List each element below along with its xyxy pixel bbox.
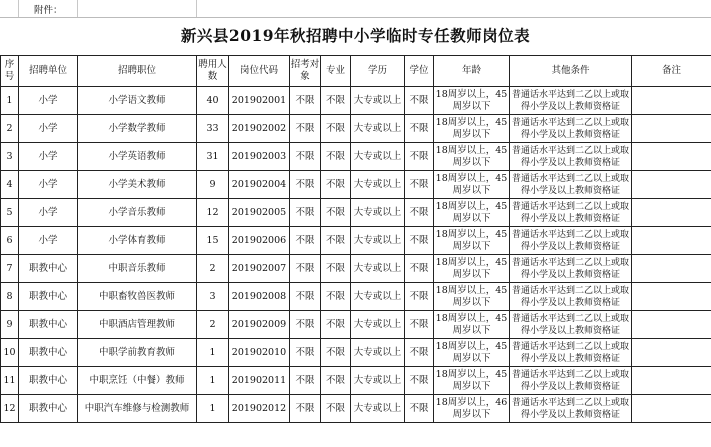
cell-major: 不限 [321,87,351,115]
cell-education: 大专或以上 [351,339,405,367]
cell-remark [632,87,711,115]
cell-degree: 不限 [405,311,434,339]
cell-other: 普通话水平达到二乙以上或取得小学及以上教师资格证 [510,339,632,367]
cell-other: 普通话水平达到二乙以上或取得小学及以上教师资格证 [510,87,632,115]
cell-other: 普通话水平达到二乙以上或取得小学及以上教师资格证 [510,227,632,255]
cell-other: 普通话水平达到二乙以上或取得小学及以上教师资格证 [510,199,632,227]
cell-major: 不限 [321,339,351,367]
cell-seq: 1 [1,87,19,115]
cell-unit: 职教中心 [19,339,78,367]
cell-unit: 职教中心 [19,395,78,423]
cell-major: 不限 [321,143,351,171]
cell-major: 不限 [321,283,351,311]
table-row [1,143,711,171]
cell-position: 中职音乐教师 [78,255,197,283]
header-education: 学历 [351,56,405,87]
gridline [18,0,19,18]
table-row [1,115,711,143]
header-degree: 学位 [405,56,434,87]
cell-unit: 小学 [19,171,78,199]
cell-position: 中职酒店管理教师 [78,311,197,339]
cell-code: 201902001 [229,87,290,115]
gridline [77,0,78,18]
cell-target: 不限 [290,87,321,115]
cell-remark [632,311,711,339]
cell-unit: 职教中心 [19,311,78,339]
cell-other: 普通话水平达到二乙以上或取得小学及以上教师资格证 [510,311,632,339]
cell-code: 201902007 [229,255,290,283]
cell-age: 18周岁以上，45周岁以下 [434,311,510,339]
cell-target: 不限 [290,339,321,367]
cell-position: 小学音乐教师 [78,199,197,227]
cell-target: 不限 [290,199,321,227]
cell-unit: 小学 [19,115,78,143]
cell-education: 大专或以上 [351,367,405,395]
cell-target: 不限 [290,115,321,143]
cell-remark [632,367,711,395]
cell-code: 201902006 [229,227,290,255]
cell-education: 大专或以上 [351,283,405,311]
cell-major: 不限 [321,115,351,143]
cell-count: 15 [197,227,229,255]
cell-age: 18周岁以上，46周岁以下 [434,395,510,423]
cell-count: 9 [197,171,229,199]
cell-count: 1 [197,339,229,367]
cell-target: 不限 [290,227,321,255]
cell-count: 12 [197,199,229,227]
cell-degree: 不限 [405,395,434,423]
cell-target: 不限 [290,395,321,423]
cell-position: 小学语文教师 [78,87,197,115]
cell-age: 18周岁以上，45周岁以下 [434,143,510,171]
cell-unit: 小学 [19,87,78,115]
cell-count: 31 [197,143,229,171]
cell-count: 1 [197,367,229,395]
cell-position: 小学体育教师 [78,227,197,255]
header-count: 聘用人数 [197,56,229,87]
cell-unit: 小学 [19,143,78,171]
cell-age: 18周岁以上，45周岁以下 [434,255,510,283]
cell-count: 40 [197,87,229,115]
cell-position: 小学美术教师 [78,171,197,199]
cell-degree: 不限 [405,143,434,171]
table-row [1,283,711,311]
gridline [196,0,197,18]
table-row [1,227,711,255]
cell-age: 18周岁以上，45周岁以下 [434,339,510,367]
page-title: 新兴县2019年秋招聘中小学临时专任教师岗位表 [180,26,531,45]
cell-remark [632,199,711,227]
cell-education: 大专或以上 [351,255,405,283]
cell-seq: 5 [1,199,19,227]
cell-target: 不限 [290,143,321,171]
cell-age: 18周岁以上，45周岁以下 [434,87,510,115]
cell-code: 201902004 [229,171,290,199]
cell-major: 不限 [321,395,351,423]
cell-remark [632,283,711,311]
cell-degree: 不限 [405,255,434,283]
cell-age: 18周岁以上，45周岁以下 [434,171,510,199]
header-code: 岗位代码 [229,56,290,87]
table-row [1,311,711,339]
cell-degree: 不限 [405,367,434,395]
header-age: 年龄 [434,56,510,87]
cell-seq: 10 [1,339,19,367]
table-row [1,87,711,115]
cell-major: 不限 [321,367,351,395]
table-row [1,367,711,395]
header-major: 专业 [321,56,351,87]
cell-degree: 不限 [405,199,434,227]
cell-seq: 4 [1,171,19,199]
cell-education: 大专或以上 [351,115,405,143]
cell-major: 不限 [321,199,351,227]
cell-seq: 3 [1,143,19,171]
header-unit: 招聘单位 [19,56,78,87]
cell-remark [632,339,711,367]
cell-education: 大专或以上 [351,227,405,255]
cell-education: 大专或以上 [351,171,405,199]
cell-age: 18周岁以上，45周岁以下 [434,199,510,227]
cell-code: 201902003 [229,143,290,171]
cell-seq: 8 [1,283,19,311]
cell-remark [632,143,711,171]
cell-seq: 2 [1,115,19,143]
cell-seq: 11 [1,367,19,395]
cell-degree: 不限 [405,87,434,115]
cell-remark [632,115,711,143]
cell-code: 201902005 [229,199,290,227]
cell-education: 大专或以上 [351,143,405,171]
table-row [1,255,711,283]
cell-position: 中职汽车维修与检测教师 [78,395,197,423]
cell-position: 小学数学教师 [78,115,197,143]
cell-remark [632,171,711,199]
cell-unit: 职教中心 [19,367,78,395]
cell-position: 中职烹饪（中餐）教师 [78,367,197,395]
cell-seq: 9 [1,311,19,339]
table-row [1,339,711,367]
cell-other: 普通话水平达到二乙以上或取得小学及以上教师资格证 [510,115,632,143]
cell-other: 普通话水平达到二乙以上或取得小学及以上教师资格证 [510,171,632,199]
cell-code: 201902012 [229,395,290,423]
cell-age: 18周岁以上，45周岁以下 [434,227,510,255]
cell-count: 2 [197,255,229,283]
cell-count: 2 [197,311,229,339]
positions-table [0,55,711,423]
cell-education: 大专或以上 [351,311,405,339]
header-target: 招考对象 [290,56,321,87]
cell-education: 大专或以上 [351,395,405,423]
table-row [1,199,711,227]
cell-target: 不限 [290,283,321,311]
cell-unit: 小学 [19,199,78,227]
cell-count: 33 [197,115,229,143]
header-row [1,56,711,87]
cell-count: 1 [197,395,229,423]
cell-other: 普通话水平达到二乙以上或取得小学及以上教师资格证 [510,283,632,311]
cell-seq: 7 [1,255,19,283]
cell-target: 不限 [290,311,321,339]
attachment-label: 附件： [34,5,63,16]
cell-other: 普通话水平达到二乙以上或取得小学及以上教师资格证 [510,143,632,171]
attachment-row [0,0,711,18]
cell-major: 不限 [321,227,351,255]
cell-degree: 不限 [405,227,434,255]
cell-major: 不限 [321,171,351,199]
cell-target: 不限 [290,255,321,283]
cell-seq: 12 [1,395,19,423]
cell-position: 中职学前教育教师 [78,339,197,367]
cell-target: 不限 [290,367,321,395]
cell-degree: 不限 [405,339,434,367]
cell-age: 18周岁以上，45周岁以下 [434,115,510,143]
header-remark: 备注 [632,56,711,87]
cell-major: 不限 [321,311,351,339]
cell-degree: 不限 [405,283,434,311]
cell-education: 大专或以上 [351,87,405,115]
header-other: 其他条件 [510,56,632,87]
cell-remark [632,395,711,423]
cell-code: 201902002 [229,115,290,143]
cell-code: 201902010 [229,339,290,367]
cell-seq: 6 [1,227,19,255]
cell-count: 3 [197,283,229,311]
cell-education: 大专或以上 [351,199,405,227]
cell-other: 普通话水平达到二乙以上或取得小学及以上教师资格证 [510,255,632,283]
cell-age: 18周岁以上，45周岁以下 [434,367,510,395]
cell-position: 中职畜牧兽医教师 [78,283,197,311]
cell-major: 不限 [321,255,351,283]
cell-unit: 小学 [19,227,78,255]
cell-code: 201902011 [229,367,290,395]
header-seq: 序号 [1,56,19,87]
header-position: 招聘职位 [78,56,197,87]
table-row [1,171,711,199]
cell-other: 普通话水平达到二乙以上或取得小学及以上教师资格证 [510,395,632,423]
cell-other: 普通话水平达到二乙以上或取得小学及以上教师资格证 [510,367,632,395]
cell-position: 小学英语教师 [78,143,197,171]
cell-remark [632,227,711,255]
cell-code: 201902008 [229,283,290,311]
table-row [1,395,711,423]
cell-remark [632,255,711,283]
cell-unit: 职教中心 [19,255,78,283]
cell-code: 201902009 [229,311,290,339]
cell-unit: 职教中心 [19,283,78,311]
cell-degree: 不限 [405,171,434,199]
cell-degree: 不限 [405,115,434,143]
cell-age: 18周岁以上，45周岁以下 [434,283,510,311]
cell-target: 不限 [290,171,321,199]
